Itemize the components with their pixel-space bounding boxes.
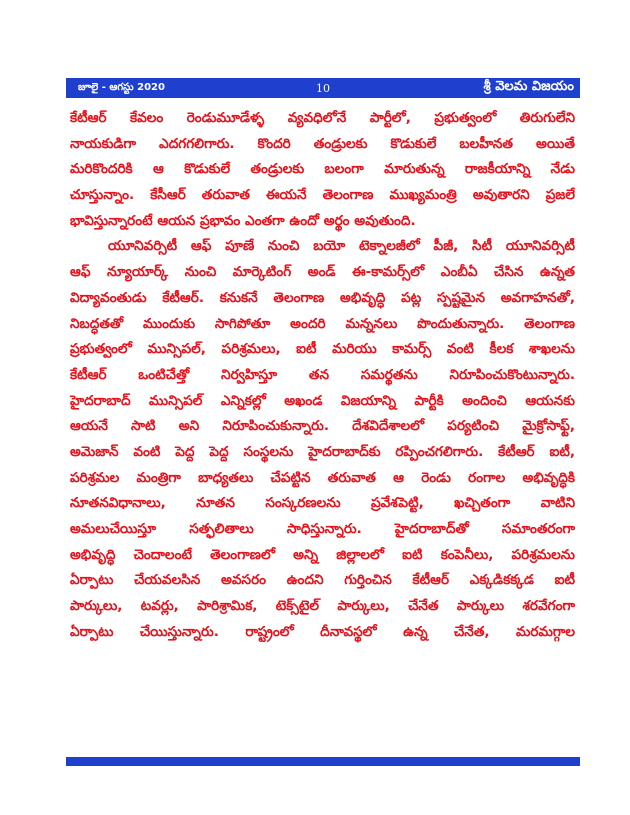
text-line: ప్రభుత్వంలో మున్సిపల్, పరిశ్రమలు, ఐటీ మరియు కామర్స్ వంటి కీలక శాఖలను: [70, 341, 575, 358]
magazine-title: శ్రీ వెలమ విజయం: [483, 79, 574, 94]
text-line: నాయకుడిగా ఎదగగలిగారు. కొందరి తండ్రులకు కొడుకులే బలహీనత అయితే: [70, 135, 575, 152]
page-number: 10: [316, 81, 330, 95]
text-line: అమలుచేయిస్తూ సత్ఫలితాలు సాధిస్తున్నారు. హైదరాబాద్‌తో సమాంతరంగా: [70, 521, 575, 537]
text-line: ఆఫ్ న్యూయార్క్ నుంచి మార్కెటింగ్ అండ్ ఈ-కామర్స్‌లో ఎంబీఏ చేసిన ఉన్నత: [70, 264, 575, 281]
text-line: ఆయనే సాటి అని నిరూపించుకున్నారు. దేశవిదేశాలలో పర్యటించి మైక్రోసాఫ్ట్,: [70, 418, 575, 435]
text-line: కేటీఆర్ కేవలం రెండుమూడేళ్ళ వ్యవధిలోనే పార్టీలో, ప్రభుత్వంలో తిరుగులేని: [70, 110, 575, 126]
text-line: భావిస్తున్నారంటే ఆయన ప్రభావం ఎంతగా ఉందో అర్థం అవుతుంది.: [70, 212, 416, 229]
text-line: అమెజాన్ వంటి పెద్ద పెద్ద సంస్థలను హైదరాబాద్‌కు రప్పించగలిగారు. కేటీఆర్ ఐటీ,: [70, 443, 575, 460]
text-line: ఏర్పాటు చేయిస్తున్నారు. రాష్ట్రంలో దీనావస్థలో ఉన్న చేనేత, మరమగ్గాల: [70, 623, 575, 640]
text-line: నిబద్ధతతో ముందుకు సాగిపోతూ అందరి మన్ననలు పొందుతున్నారు. తెలంగాణ: [70, 315, 575, 332]
text-line: పార్కులు, టవర్లు, పారిశ్రామిక, టెక్స్‌టైల్ పార్కులు, చేనేత పార్కులు శరవేగంగా: [70, 598, 575, 615]
text-line: అభివృద్ధి చెందాలంటే తెలంగాణలో అన్ని జిల్లాలలో ఐటి కంపెనీలు, పరిశ్రమలను: [70, 546, 575, 563]
article-body: [70, 106, 575, 645]
text-line: విద్యావంతుడు కేటీఆర్. కనుకనే తెలంగాణ అభివృద్ధి పట్ల స్పష్టమైన అవగాహనతో,: [70, 289, 575, 306]
footer-bar: [66, 757, 580, 766]
text-line: పరిశ్రమల మంత్రిగా బాధ్యతలు చేపట్టిన తరువాత ఆ రెండు రంగాల అభివృద్ధికి: [70, 469, 575, 486]
text-line: చూస్తున్నాం. కేసీఆర్ తరువాత ఈయనే తెలంగాణ ముఖ్యమంత్రి అవుతారని ప్రజలే: [70, 187, 575, 204]
issue-date: జూలై - ఆగస్టు 2020: [78, 82, 165, 93]
text-line: యూనివర్సిటీ ఆఫ్ పూణే నుంచి బయో టెక్నాలజీలో పీజీ, సిటీ యూనివర్సిటీ: [108, 238, 575, 255]
text-line: హైదరాబాద్ మున్సిపల్ ఎన్నికల్లో అఖండ విజయాన్ని పార్టీకి అందించి ఆయనకు: [70, 392, 575, 409]
text-line: కేటీఆర్ ఒంటిచేత్తో నిర్వహిస్తూ తన సమర్థతను నిరూపించుకొంటున్నారు.: [70, 366, 575, 383]
text-line: మరికొందరికి ఆ కొడుకులే తండ్రులకు బలంగా మారుతున్న రాజకీయాన్ని నేడు: [70, 161, 575, 178]
text-line: ఏర్పాటు చేయవలసిన అవసరం ఉందని గుర్తించిన కేటీఆర్ ఎక్కడికక్కడ ఐటీ: [70, 572, 575, 589]
header-bar: [66, 78, 580, 98]
text-line: నూతనవిధానాలు, నూతన సంస్కరణలను ప్రవేశపెట్టి, ఖచ్చితంగా వాటిని: [70, 495, 575, 512]
